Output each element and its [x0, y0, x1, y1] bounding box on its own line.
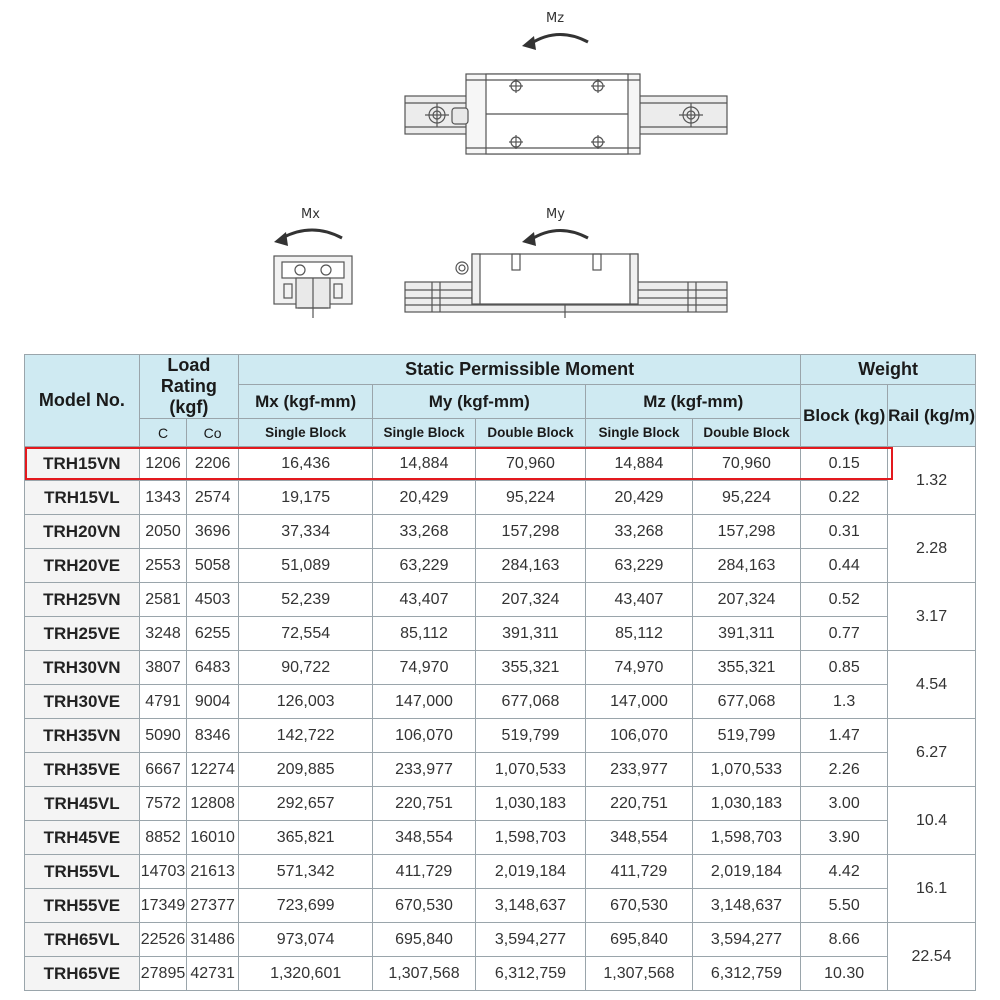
- cell-block: 2.26: [801, 753, 888, 787]
- cell-block: 3.00: [801, 787, 888, 821]
- cell-my-d: 391,311: [475, 617, 586, 651]
- cell-model: TRH30VN: [25, 651, 140, 685]
- cell-rail: 3.17: [888, 583, 976, 651]
- cell-my-d: 3,148,637: [475, 889, 586, 923]
- cell-mx: 51,089: [238, 549, 372, 583]
- cell-mz-s: 233,977: [586, 753, 692, 787]
- cell-mx: 19,175: [238, 481, 372, 515]
- cell-my-s: 33,268: [373, 515, 475, 549]
- cell-rail: 4.54: [888, 651, 976, 719]
- cell-mz-s: 411,729: [586, 855, 692, 889]
- cell-my-d: 2,019,184: [475, 855, 586, 889]
- cell-model: TRH25VE: [25, 617, 140, 651]
- table-row: [25, 753, 976, 787]
- cell-my-s: 85,112: [373, 617, 475, 651]
- cell-my-s: 695,840: [373, 923, 475, 957]
- cell-my-s: 1,307,568: [373, 957, 475, 991]
- cell-mz-d: 284,163: [692, 549, 801, 583]
- cell-mz-d: 2,019,184: [692, 855, 801, 889]
- cell-block: 1.47: [801, 719, 888, 753]
- cell-my-s: 106,070: [373, 719, 475, 753]
- cell-co: 4503: [187, 583, 239, 617]
- cell-rail: 6.27: [888, 719, 976, 787]
- cell-mx: 126,003: [238, 685, 372, 719]
- header-static-moment: Static Permissible Moment: [238, 355, 800, 385]
- cell-c: 3807: [139, 651, 187, 685]
- table-row: [25, 549, 976, 583]
- cell-block: 1.3: [801, 685, 888, 719]
- mx-arrow-icon: [274, 230, 342, 246]
- cell-model: TRH20VN: [25, 515, 140, 549]
- cell-model: TRH35VN: [25, 719, 140, 753]
- cell-rail: 2.28: [888, 515, 976, 583]
- header-mz-double: Double Block: [692, 419, 801, 447]
- cell-mx: 209,885: [238, 753, 372, 787]
- cell-c: 6667: [139, 753, 187, 787]
- cell-mx: 52,239: [238, 583, 372, 617]
- my-arrow-icon: [522, 230, 588, 246]
- cell-co: 16010: [187, 821, 239, 855]
- header-my-double: Double Block: [475, 419, 586, 447]
- cell-c: 14703: [139, 855, 187, 889]
- header-mz: Mz (kgf-mm): [586, 385, 801, 419]
- cell-my-s: 74,970: [373, 651, 475, 685]
- header-mx: Mx (kgf-mm): [238, 385, 372, 419]
- cell-co: 2206: [187, 447, 239, 481]
- cell-block: 8.66: [801, 923, 888, 957]
- header-mx-single: Single Block: [238, 419, 372, 447]
- cell-my-d: 355,321: [475, 651, 586, 685]
- cell-mx: 973,074: [238, 923, 372, 957]
- cell-c: 4791: [139, 685, 187, 719]
- cell-mz-s: 1,307,568: [586, 957, 692, 991]
- cell-mz-s: 63,229: [586, 549, 692, 583]
- cell-my-d: 3,594,277: [475, 923, 586, 957]
- header-c: C: [139, 419, 187, 447]
- header-rail: Rail (kg/m): [888, 385, 976, 447]
- cell-my-s: 411,729: [373, 855, 475, 889]
- cell-rail: 1.32: [888, 447, 976, 515]
- cell-c: 1206: [139, 447, 187, 481]
- table-row: [25, 685, 976, 719]
- cell-block: 0.22: [801, 481, 888, 515]
- header-my-single: Single Block: [373, 419, 475, 447]
- mx-label: Mx: [301, 207, 320, 222]
- cell-my-d: 70,960: [475, 447, 586, 481]
- table-row: [25, 855, 976, 889]
- cell-mz-d: 355,321: [692, 651, 801, 685]
- cell-mz-s: 695,840: [586, 923, 692, 957]
- cell-mx: 365,821: [238, 821, 372, 855]
- cell-block: 5.50: [801, 889, 888, 923]
- cell-model: TRH20VE: [25, 549, 140, 583]
- cell-model: TRH45VE: [25, 821, 140, 855]
- cell-block: 0.85: [801, 651, 888, 685]
- cell-my-s: 14,884: [373, 447, 475, 481]
- cell-my-s: 348,554: [373, 821, 475, 855]
- cell-c: 2581: [139, 583, 187, 617]
- cell-mz-s: 14,884: [586, 447, 692, 481]
- table-row: [25, 821, 976, 855]
- my-label: My: [546, 207, 565, 222]
- table-row: [25, 719, 976, 753]
- cell-mz-s: 43,407: [586, 583, 692, 617]
- cell-co: 6255: [187, 617, 239, 651]
- cell-co: 5058: [187, 549, 239, 583]
- cell-co: 31486: [187, 923, 239, 957]
- cell-mz-d: 207,324: [692, 583, 801, 617]
- header-my: My (kgf-mm): [373, 385, 586, 419]
- header-model-no: Model No.: [25, 355, 140, 447]
- cell-c: 7572: [139, 787, 187, 821]
- table-row: [25, 583, 976, 617]
- cell-my-s: 220,751: [373, 787, 475, 821]
- cell-co: 3696: [187, 515, 239, 549]
- cell-my-s: 233,977: [373, 753, 475, 787]
- cell-mx: 37,334: [238, 515, 372, 549]
- cell-mx: 142,722: [238, 719, 372, 753]
- table-row: [25, 651, 976, 685]
- cell-co: 2574: [187, 481, 239, 515]
- cell-mz-s: 106,070: [586, 719, 692, 753]
- cell-model: TRH45VL: [25, 787, 140, 821]
- cell-mx: 292,657: [238, 787, 372, 821]
- cell-mz-d: 95,224: [692, 481, 801, 515]
- cell-my-s: 147,000: [373, 685, 475, 719]
- cell-block: 4.42: [801, 855, 888, 889]
- cell-my-s: 670,530: [373, 889, 475, 923]
- cell-block: 0.77: [801, 617, 888, 651]
- cell-co: 21613: [187, 855, 239, 889]
- header-co: Co: [187, 419, 239, 447]
- mz-arrow-icon: [522, 34, 588, 50]
- cell-c: 2553: [139, 549, 187, 583]
- cell-model: TRH25VN: [25, 583, 140, 617]
- cell-co: 8346: [187, 719, 239, 753]
- cell-mz-d: 1,070,533: [692, 753, 801, 787]
- cell-mx: 723,699: [238, 889, 372, 923]
- cell-mz-d: 3,148,637: [692, 889, 801, 923]
- cell-mz-d: 157,298: [692, 515, 801, 549]
- cell-my-d: 1,070,533: [475, 753, 586, 787]
- cell-model: TRH65VE: [25, 957, 140, 991]
- cell-mz-d: 519,799: [692, 719, 801, 753]
- cell-co: 27377: [187, 889, 239, 923]
- mz-label: Mz: [546, 11, 565, 26]
- cell-mz-d: 6,312,759: [692, 957, 801, 991]
- cell-block: 0.15: [801, 447, 888, 481]
- cell-mz-d: 70,960: [692, 447, 801, 481]
- cell-my-s: 63,229: [373, 549, 475, 583]
- cell-mz-s: 220,751: [586, 787, 692, 821]
- cell-c: 17349: [139, 889, 187, 923]
- cell-my-d: 1,030,183: [475, 787, 586, 821]
- cell-mz-s: 20,429: [586, 481, 692, 515]
- cell-block: 0.52: [801, 583, 888, 617]
- cell-c: 1343: [139, 481, 187, 515]
- spec-table-body: [25, 447, 976, 991]
- cell-my-d: 6,312,759: [475, 957, 586, 991]
- cell-c: 2050: [139, 515, 187, 549]
- cell-co: 12808: [187, 787, 239, 821]
- cell-block: 10.30: [801, 957, 888, 991]
- cell-co: 9004: [187, 685, 239, 719]
- header-load-rating: Load Rating (kgf): [139, 355, 238, 419]
- table-row: [25, 957, 976, 991]
- cell-mx: 16,436: [238, 447, 372, 481]
- cell-mx: 1,320,601: [238, 957, 372, 991]
- header-weight: Weight: [801, 355, 976, 385]
- cell-block: 0.44: [801, 549, 888, 583]
- table-row: [25, 515, 976, 549]
- cell-my-d: 1,598,703: [475, 821, 586, 855]
- cell-c: 5090: [139, 719, 187, 753]
- cell-model: TRH30VE: [25, 685, 140, 719]
- cell-my-d: 677,068: [475, 685, 586, 719]
- cell-my-s: 43,407: [373, 583, 475, 617]
- cell-rail: 22.54: [888, 923, 976, 991]
- cell-c: 8852: [139, 821, 187, 855]
- table-row: [25, 481, 976, 515]
- cell-model: TRH55VE: [25, 889, 140, 923]
- cell-mx: 571,342: [238, 855, 372, 889]
- cell-my-s: 20,429: [373, 481, 475, 515]
- cell-model: TRH35VE: [25, 753, 140, 787]
- front-view-diagram: [274, 256, 352, 318]
- table-row: [25, 447, 976, 481]
- cell-mx: 90,722: [238, 651, 372, 685]
- cell-my-d: 207,324: [475, 583, 586, 617]
- table-row: [25, 889, 976, 923]
- cell-block: 3.90: [801, 821, 888, 855]
- cell-block: 0.31: [801, 515, 888, 549]
- spec-table: [24, 354, 976, 991]
- cell-mz-s: 74,970: [586, 651, 692, 685]
- cell-mz-s: 670,530: [586, 889, 692, 923]
- header-block: Block (kg): [801, 385, 888, 447]
- cell-c: 27895: [139, 957, 187, 991]
- cell-co: 42731: [187, 957, 239, 991]
- cell-co: 6483: [187, 651, 239, 685]
- table-row: [25, 923, 976, 957]
- cell-co: 12274: [187, 753, 239, 787]
- cell-rail: 16.1: [888, 855, 976, 923]
- cell-mz-d: 1,030,183: [692, 787, 801, 821]
- table-row: [25, 787, 976, 821]
- moment-diagrams: [0, 0, 1000, 340]
- cell-model: TRH65VL: [25, 923, 140, 957]
- cell-mz-s: 33,268: [586, 515, 692, 549]
- cell-mz-s: 348,554: [586, 821, 692, 855]
- cell-mz-d: 3,594,277: [692, 923, 801, 957]
- cell-my-d: 95,224: [475, 481, 586, 515]
- top-view-diagram: [405, 74, 727, 154]
- cell-mz-s: 85,112: [586, 617, 692, 651]
- cell-mx: 72,554: [238, 617, 372, 651]
- cell-rail: 10.4: [888, 787, 976, 855]
- side-view-diagram: [405, 254, 727, 318]
- cell-model: TRH55VL: [25, 855, 140, 889]
- cell-my-d: 519,799: [475, 719, 586, 753]
- cell-my-d: 157,298: [475, 515, 586, 549]
- header-mz-single: Single Block: [586, 419, 692, 447]
- cell-model: TRH15VL: [25, 481, 140, 515]
- cell-model: TRH15VN: [25, 447, 140, 481]
- cell-mz-d: 677,068: [692, 685, 801, 719]
- cell-my-d: 284,163: [475, 549, 586, 583]
- cell-mz-d: 391,311: [692, 617, 801, 651]
- cell-c: 22526: [139, 923, 187, 957]
- cell-mz-d: 1,598,703: [692, 821, 801, 855]
- cell-mz-s: 147,000: [586, 685, 692, 719]
- cell-c: 3248: [139, 617, 187, 651]
- table-row: [25, 617, 976, 651]
